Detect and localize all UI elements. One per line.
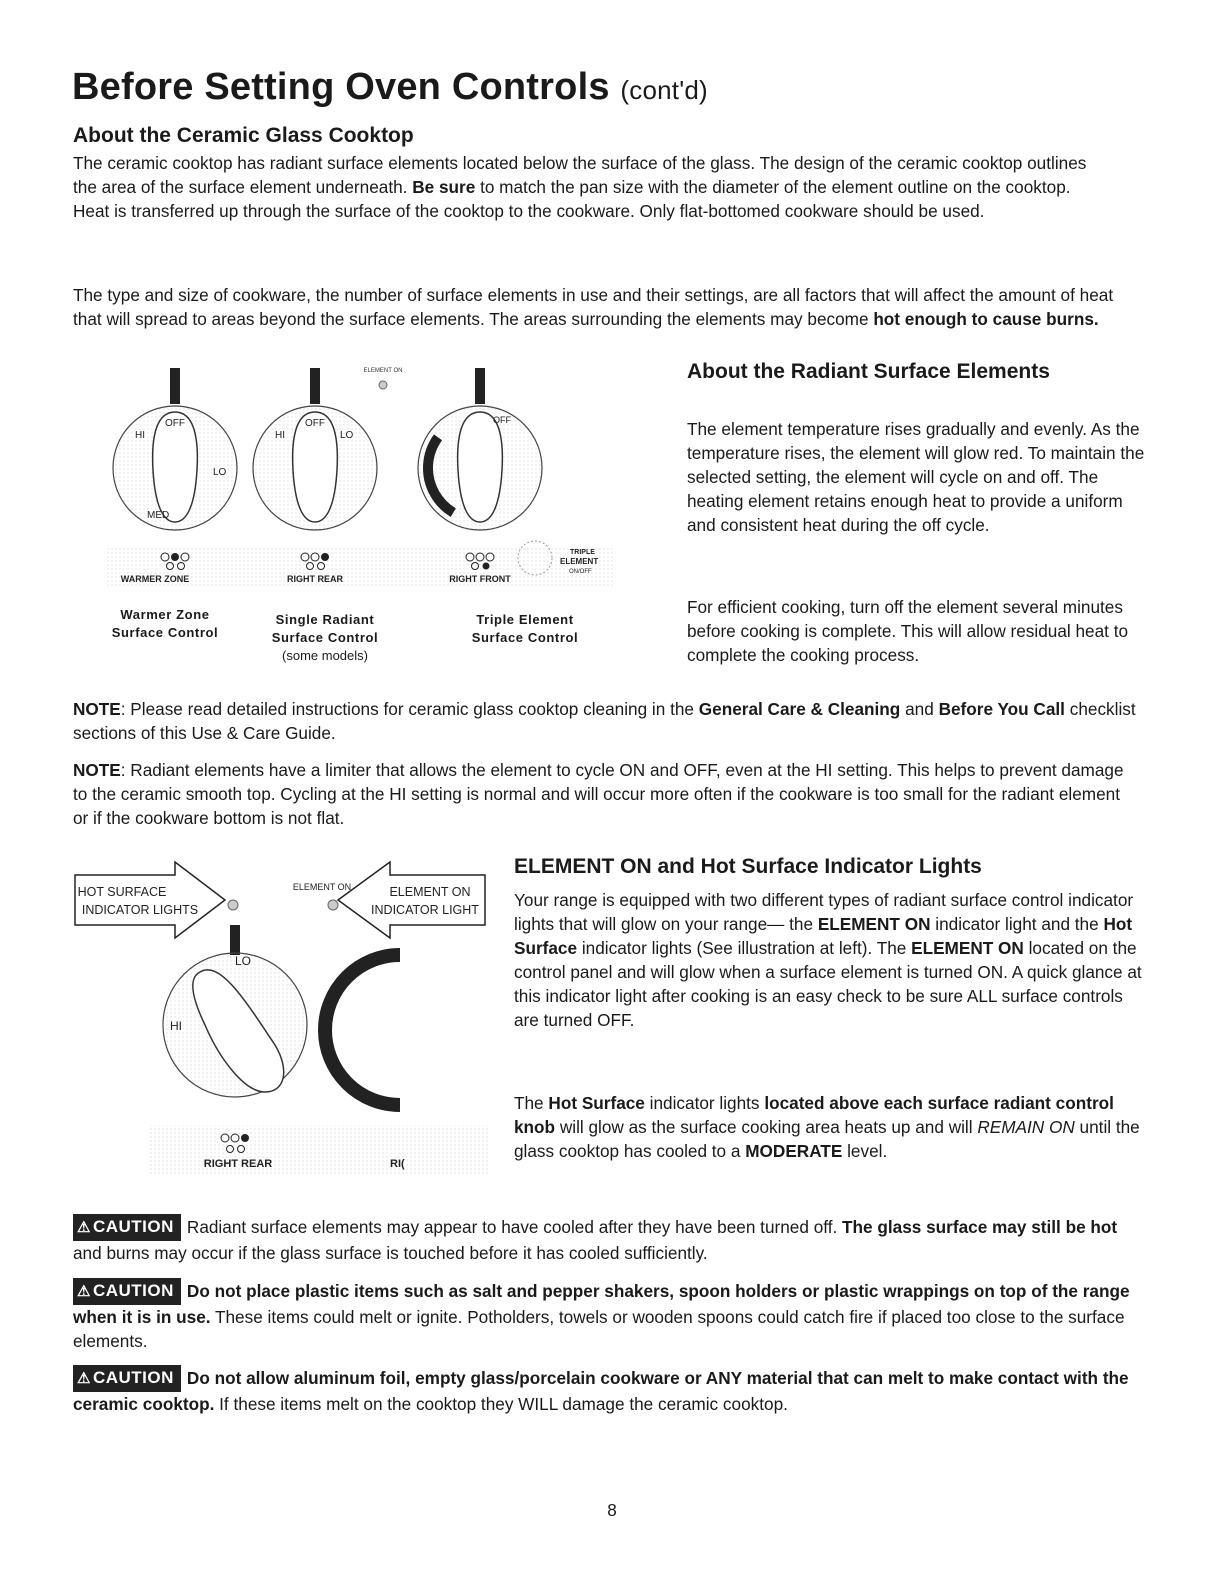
indicator-paragraph-2 <box>514 1091 1144 1163</box>
text-span: level. <box>847 1141 888 1161</box>
text-span: until the glass cooktop has cooled to a <box>514 1117 1140 1161</box>
triple-element-knob[interactable] <box>409 368 551 539</box>
knob-label-hi: HI <box>275 430 285 441</box>
knob-label-off: OFF <box>493 415 511 425</box>
note-limiter <box>73 758 1133 830</box>
text-bold: Do not allow aluminum foil, empty glass/porcelain cookware or ANY material that can melt to make contact with the ceramic cooktop. <box>73 1368 1129 1414</box>
caution-badge-label: CAUTION <box>92 1281 174 1300</box>
triple-label-2: ELEMENT <box>560 557 599 566</box>
element-on-label: ELEMENT ON <box>363 368 403 374</box>
radiant-heading: About the Radiant Surface Elements <box>687 360 1050 383</box>
caution-badge-label: CAUTION <box>92 1217 174 1236</box>
hot-surface-light <box>228 900 238 910</box>
ceramic-paragraph-1 <box>73 151 1103 223</box>
partial-knob <box>325 955 400 1105</box>
text-span: and <box>905 699 934 719</box>
panel-label-partial: RI( <box>390 1158 405 1170</box>
text-span: to match the pan size with the diameter of the element outline on the cooktop. Heat is transferred up through the surface of the cooktop to the cookware. Only flat-bottomed cookware should be used. <box>73 177 1071 221</box>
panel-label-right-rear: RIGHT REAR <box>287 574 343 584</box>
text-span: : Radiant elements have a limiter that allows the element to cycle ON and OFF, even at the HI setting. This helps to prevent damage to the ceramic smooth top. Cycling at the HI setting is normal and will occur more often if the cookware is too small for the radiant element or if the cookware bottom is not flat. <box>73 760 1124 828</box>
text-bold: ELEMENT ON <box>817 914 931 934</box>
caution-badge <box>73 1365 181 1392</box>
caution-badge-label: CAUTION <box>92 1368 174 1387</box>
text-bold: Before You Call <box>938 699 1065 719</box>
text-bold: Hot Surface <box>514 914 1133 958</box>
text-span: will glow as the surface cooking area heats up and will <box>559 1117 973 1137</box>
caption-triple-element <box>450 611 600 647</box>
text-italic: REMAIN ON <box>977 1117 1075 1137</box>
indicator-paragraph-1 <box>514 888 1144 1032</box>
text-bold: Hot Surface <box>548 1093 645 1113</box>
text-span: Radiant surface elements may appear to have cooled after they have been turned off. <box>186 1217 838 1237</box>
knob-label-off: OFF <box>165 418 185 429</box>
element-on-top-label: ELEMENT ON <box>292 882 352 892</box>
warning-icon: ⚠ <box>77 1283 91 1300</box>
hot-surface-label-1: HOT SURFACE <box>77 885 167 899</box>
radiant-paragraph-1: The element temperature rises gradually and evenly. As the temperature rises, the element will glow red. To maintain the selected setting, the element will cycle on and off. The heating element retains enough heat to provide a uniform and consistent heat during the off cycle. <box>687 419 1145 535</box>
text-span: Your range is equipped with two different types of radiant surface control indicator lights that will glow on your range— the <box>514 890 1134 934</box>
hot-surface-callout <box>75 862 225 938</box>
page-title-suffix: (cont'd) <box>620 75 708 105</box>
caution-2 <box>73 1278 1143 1353</box>
caption-line: Warmer Zone <box>120 607 210 622</box>
element-on-light <box>379 381 387 389</box>
caption-line: Surface Control <box>111 625 219 640</box>
caution-1 <box>73 1214 1143 1265</box>
caution-badge <box>73 1214 181 1241</box>
caution-3 <box>73 1365 1143 1416</box>
text-span: indicator lights <box>649 1093 760 1113</box>
knob-label-lo: LO <box>235 954 252 968</box>
knob-label-hi: HI <box>170 1019 182 1033</box>
triple-label: TRIPLE <box>570 549 595 556</box>
text-bold: located above each surface radiant control knob <box>514 1093 1114 1137</box>
warning-icon: ⚠ <box>77 1219 91 1236</box>
text-bold: Do not place plastic items such as salt and pepper shakers, spoon holders or plastic wrappings on top of the range when it is in use. <box>73 1281 1130 1327</box>
text-span: The ceramic cooktop has radiant surface elements located below the surface of the glass. The design of the ceramic cooktop outlines the area of the surface element underneath. <box>73 153 1087 197</box>
element-on-callout <box>338 862 485 938</box>
note-label: NOTE <box>73 699 121 719</box>
panel-label-warmer: WARMER ZONE <box>120 574 190 584</box>
caption-single-radiant <box>250 611 400 665</box>
onoff-label: ON/OFF <box>569 569 592 575</box>
text-span: : Please read detailed instructions for ceramic glass cooktop cleaning in the <box>120 699 694 719</box>
caption-line: Triple Element <box>476 612 574 627</box>
text-bold: General Care & Cleaning <box>698 699 901 719</box>
knob-label-med: MED <box>147 510 170 521</box>
note-label: NOTE <box>73 760 121 780</box>
text-bold: Be sure <box>412 177 476 197</box>
text-bold: hot enough to cause burns. <box>873 309 1099 329</box>
radiant-paragraph-2: For efficient cooking, turn off the element several minutes before cooking is complete. This will allow residual heat to complete the cooking process. <box>687 597 1129 665</box>
hot-surface-label-2: INDICATOR LIGHTS <box>81 903 199 917</box>
element-on-callout-1: ELEMENT ON <box>389 885 471 899</box>
text-span: The type and size of cookware, the number of surface elements in use and their settings, are all factors that will affect the amount of heat that will spread to areas beyond the surface elements. The areas surrounding the elements may become <box>73 285 1114 329</box>
text-span: and burns may occur if the glass surface is touched before it has cooled sufficiently. <box>73 1243 708 1263</box>
text-span: indicator lights (See illustration at left). The <box>581 938 907 958</box>
text-bold: MODERATE <box>745 1141 843 1161</box>
knob-label-lo: LO <box>213 467 227 478</box>
indicator-heading: ELEMENT ON and Hot Surface Indicator Lights <box>514 855 982 878</box>
caption-line: Single Radiant <box>275 612 375 627</box>
indicator-lights-figure <box>70 860 500 1185</box>
text-bold: ELEMENT ON <box>911 938 1024 958</box>
panel-label-right-front: RIGHT FRONT <box>449 574 511 584</box>
text-span: These items could melt or ignite. Potholders, towels or wooden spoons could catch fire if placed too close to the surface elements. <box>73 1307 1125 1351</box>
text-span: indicator light and the <box>935 914 1099 934</box>
single-radiant-knob[interactable] <box>253 368 377 530</box>
caption-line: (some models) <box>282 648 368 663</box>
caption-line: Surface Control <box>271 630 379 645</box>
caution-badge <box>73 1278 181 1305</box>
page-number: 8 <box>607 1500 617 1520</box>
page-title-main: Before Setting Oven Controls <box>72 66 610 108</box>
note-cleaning <box>73 697 1153 745</box>
right-rear-knob[interactable] <box>163 925 307 1097</box>
text-span: If these items melt on the cooktop they WILL damage the ceramic cooktop. <box>219 1394 788 1414</box>
knob-label-lo: LO <box>340 430 354 441</box>
caption-warmer-zone <box>95 606 235 642</box>
panel-label-right-rear: RIGHT REAR <box>203 1158 273 1170</box>
element-on-light <box>328 900 338 910</box>
warmer-zone-knob[interactable] <box>113 368 237 530</box>
element-on-callout-2: INDICATOR LIGHT <box>371 903 479 917</box>
warning-icon: ⚠ <box>77 1370 91 1387</box>
knob-label-off: OFF <box>305 418 325 429</box>
caption-line: Surface Control <box>471 630 579 645</box>
ceramic-paragraph-2 <box>73 283 1133 331</box>
ceramic-heading: About the Ceramic Glass Cooktop <box>73 124 414 147</box>
knob-label-hi: HI <box>135 430 145 441</box>
text-span: located on the control panel and will glow when a surface element is turned ON. A quick glance at this indicator light after cooking is an easy check to be sure ALL surface controls are turned OFF. <box>514 938 1142 1030</box>
text-span: The <box>514 1093 544 1113</box>
text-bold: The glass surface may still be hot <box>842 1217 1118 1237</box>
text-span: checklist sections of this Use & Care Guide. <box>73 699 1136 743</box>
page-title <box>72 66 708 109</box>
